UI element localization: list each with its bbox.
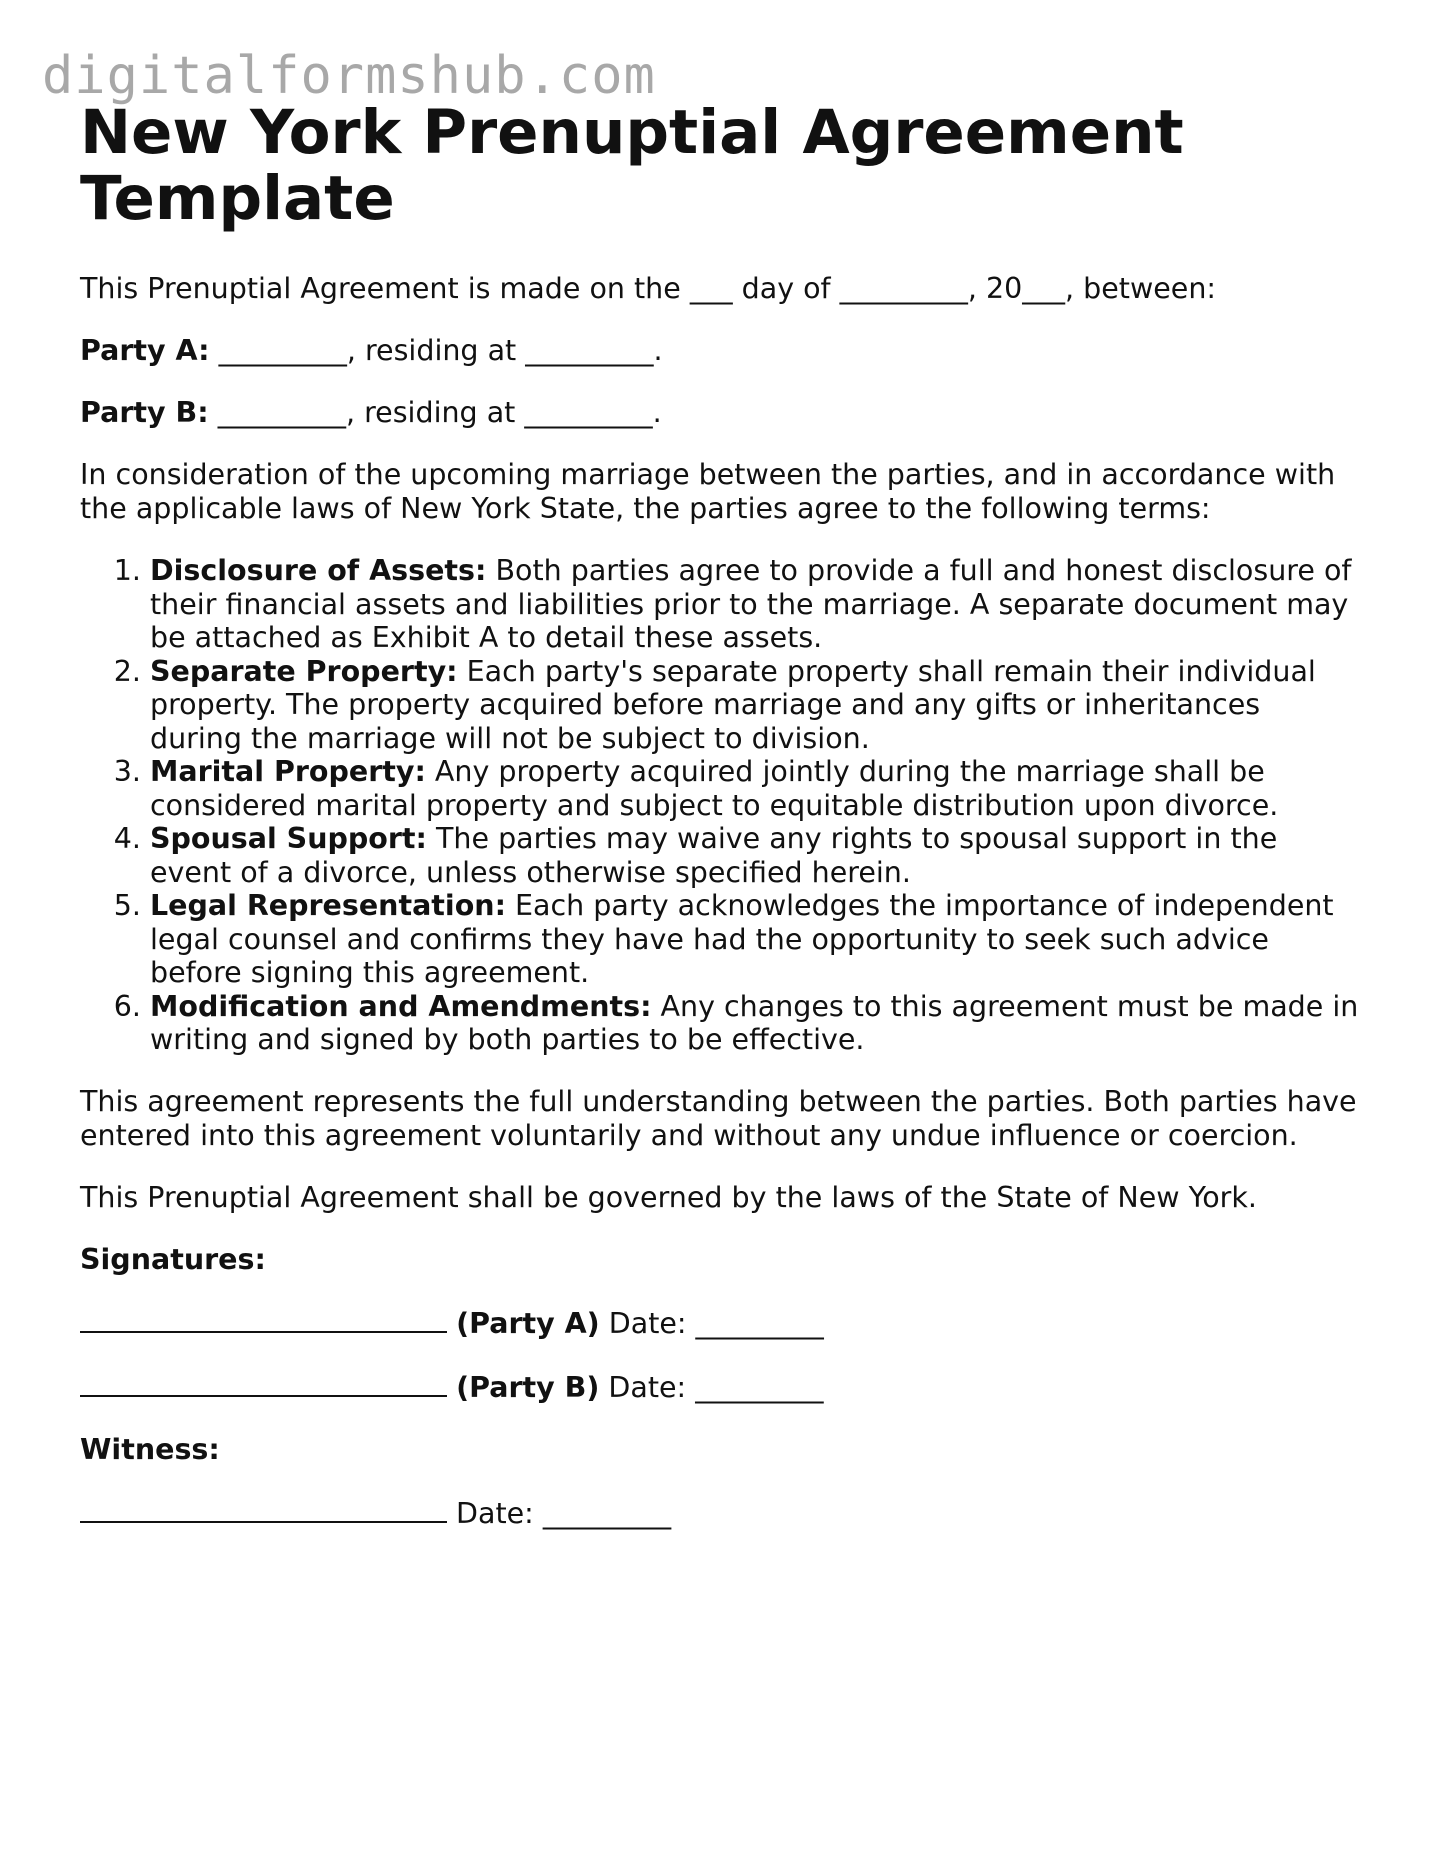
party-a-text: _________, residing at _________. <box>209 334 663 367</box>
term-heading: Spousal Support: <box>150 822 427 855</box>
term-item <box>150 554 1360 655</box>
term-item <box>150 990 1360 1057</box>
party-a-signature-line <box>80 1305 1360 1341</box>
terms-list <box>80 554 1360 1057</box>
signature-blank[interactable] <box>80 1369 447 1397</box>
party-b-signature-line <box>80 1369 1360 1405</box>
term-heading: Legal Representation: <box>150 889 506 922</box>
term-text: Any property acquired jointly during the marriage shall be considered marital property and subject to equitable distribution upon divorce. <box>150 755 1279 822</box>
signature-blank[interactable] <box>80 1305 447 1333</box>
term-item <box>150 655 1360 756</box>
page-title: New York Prenuptial Agreement Template <box>80 97 1184 234</box>
party-a-line <box>80 334 1360 368</box>
intro-paragraph: This Prenuptial Agreement is made on the ___ day of _________, 20___, between: <box>80 272 1216 305</box>
term-text: Any changes to this agreement must be made in writing and signed by both parties to be effective. <box>150 989 1359 1056</box>
term-text: Both parties agree to provide a full and honest disclosure of their financial assets and liabilities prior to the marriage. A separate document may be attached as Exhibit A to detail these assets. <box>150 554 1352 654</box>
party-a-signature-label: (Party A) <box>456 1306 600 1340</box>
party-a-date: Date: _________ <box>599 1306 824 1340</box>
term-text: Each party acknowledges the importance of independent legal counsel and confirms they have had the opportunity to seek such advice before signing this agreement. <box>150 889 1334 989</box>
term-heading: Modification and Amendments: <box>150 989 652 1023</box>
term-heading: Separate Property: <box>150 654 458 688</box>
signatures-heading: Signatures: <box>80 1242 266 1276</box>
governing-law-paragraph: This Prenuptial Agreement shall be governed by the laws of the State of New York. <box>80 1180 1257 1214</box>
term-text: The parties may waive any rights to spousal support in the event of a divorce, unless otherwise specified herein. <box>150 822 1278 889</box>
term-item <box>150 889 1360 990</box>
witness-heading: Witness: <box>80 1432 220 1466</box>
document-body <box>80 97 1360 1531</box>
term-text: Each party's separate property shall remain their individual property. The property acquired before marriage and any gifts or inheritances during the marriage will not be subject to division. <box>150 654 1316 755</box>
witness-signature-line <box>80 1495 1360 1531</box>
term-heading: Disclosure of Assets: <box>150 554 487 587</box>
term-item <box>150 755 1360 822</box>
signature-blank[interactable] <box>80 1495 447 1523</box>
consideration-paragraph: In consideration of the upcoming marriage between the parties, and in accordance with the applicable laws of New York State, the parties agree to the following terms: <box>80 458 1336 525</box>
term-item <box>150 822 1360 889</box>
closing-paragraph: This agreement represents the full understanding between the parties. Both parties have entered into this agreement voluntarily and without any undue influence or coercion. <box>80 1084 1357 1152</box>
party-b-text: _________, residing at _________. <box>208 396 662 429</box>
party-b-signature-label: (Party B) <box>456 1370 600 1404</box>
party-b-line <box>80 396 1360 430</box>
witness-date: Date: _________ <box>447 1496 672 1530</box>
term-heading: Marital Property: <box>150 755 426 788</box>
party-a-label: Party A: <box>80 334 210 367</box>
party-b-date: Date: _________ <box>599 1370 824 1404</box>
party-b-label: Party B: <box>80 396 209 429</box>
watermark-text: digitalformshub.com <box>42 46 656 106</box>
